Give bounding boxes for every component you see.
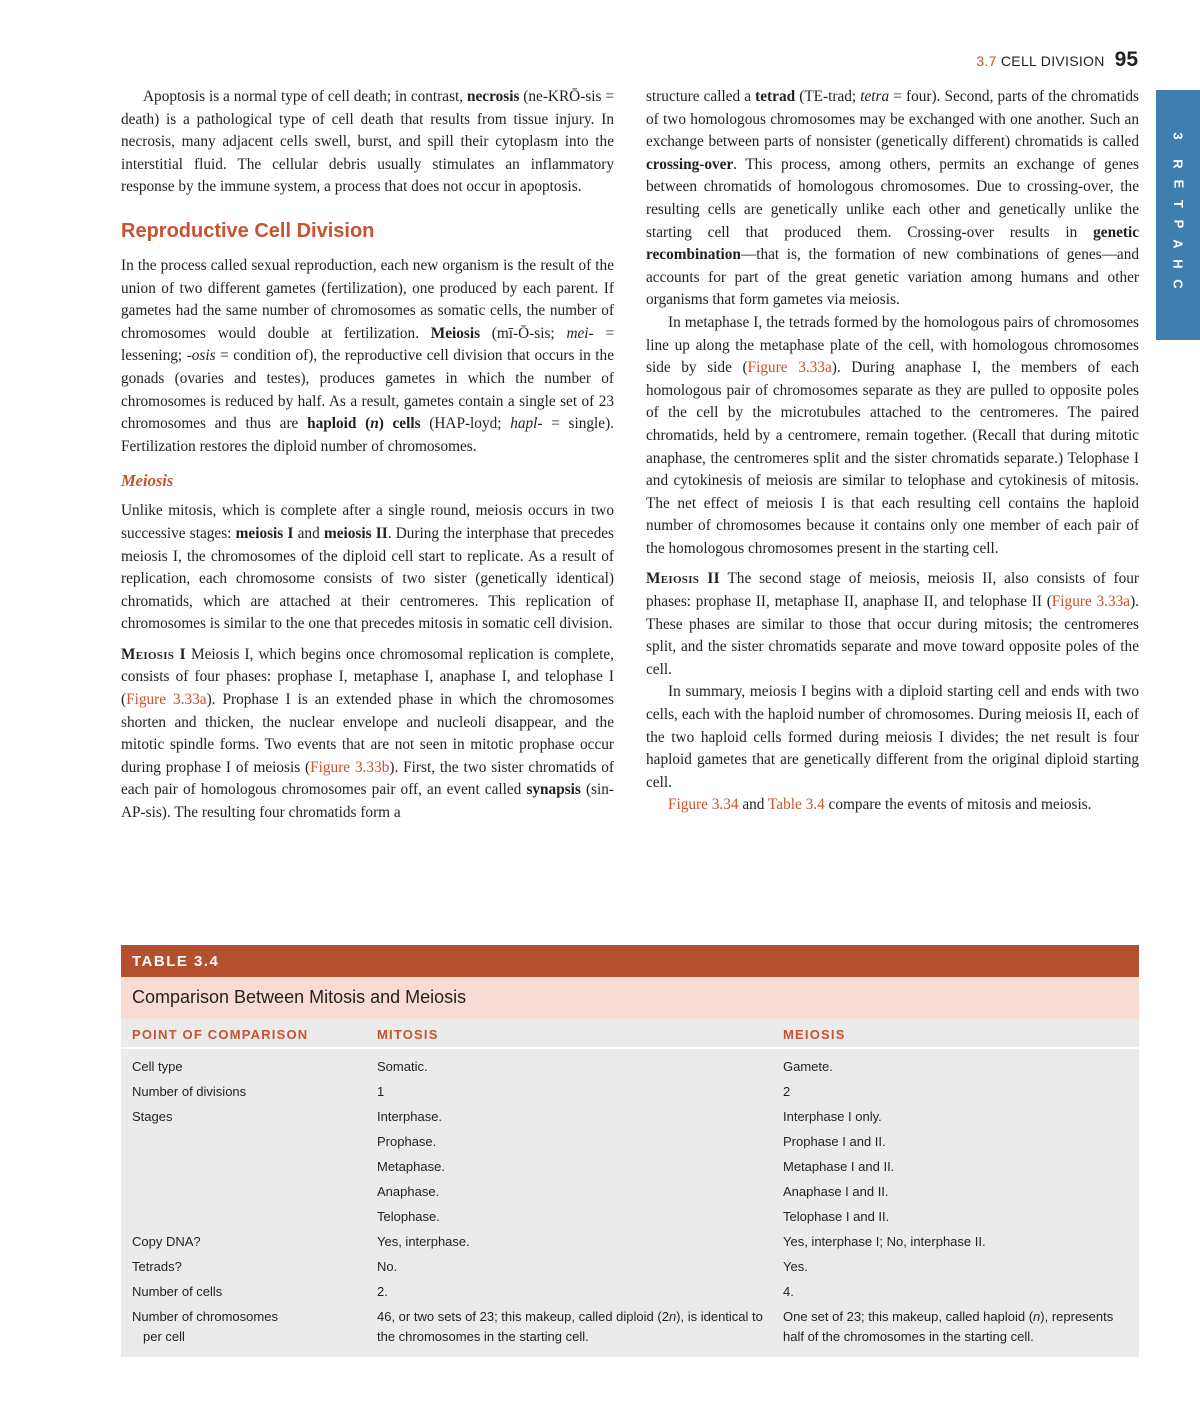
table-title: Comparison Between Mitosis and Meiosis [121, 977, 1139, 1019]
table-row: Number of divisions 1 2 [132, 1084, 791, 1099]
page-number: 95 [1114, 48, 1138, 71]
figure-link[interactable]: Figure 3.33a [747, 359, 832, 377]
table-header-row [121, 1019, 1139, 1049]
table-row: Telophase. Telophase I and II. [377, 1209, 890, 1224]
chapter-number: 3 [1170, 132, 1186, 140]
figure-link[interactable]: Figure 3.33a [126, 691, 207, 709]
paragraph-metaphase-i: In metaphase I, the tetrads formed by the homologous pairs of chromosomes line up along the metaphase plate of the cell, with homologous chromosomes side by side (Figure 3.33a). During anaphase I, the members of each homologous pair of chromosomes separate as they are pulled to opposite poles of the cell by the microtubules attached to the centromeres. The paired chromatids, held by a centromere, remain together. (Recall that during mitotic anaphase, the centromeres split and the sister chromatids separate.) Telophase I and cytokinesis of meiosis are similar to telophase and cytokinesis of mitosis. The net effect of meiosis I is that each resulting cell contains the haploid number of chromosomes because it contains only one member of each pair of the homologous chromosomes present in the starting cell. [646, 313, 1139, 557]
section-heading: Reproductive Cell Division [121, 219, 375, 242]
column-header: MITOSIS [377, 1027, 439, 1042]
table-link[interactable]: Table 3.4 [768, 796, 825, 814]
table-row: Tetrads? No. Yes. [132, 1259, 808, 1274]
section-label: 3.7 CELL DIVISION [976, 53, 1105, 69]
paragraph-meiosis-intro: Unlike mitosis, which is complete after a single round, meiosis occurs in two successive stages: meiosis I and meiosis II. During the interphase that precedes meiosis I, the chromosomes of the diploid cell start to replicate. As a result of replication, each chromosome consists of two sister (genetically identical) chromatids, which are attached at their centromeres. This replication of chromosomes is similar to the one that precedes mitosis in somatic cell division. [121, 502, 614, 633]
table-row: Number of chromosomes per cell 46, or two sets of 23; this makeup, called diploid (2n), is identical to the chromosomes in the starting cell. One set of 23; this makeup, called haploid (n), represents half of the chromosomes in the starting cell. [132, 1309, 1114, 1344]
paragraph-sexual-reproduction: In the process called sexual reproduction, each new organism is the result of the union of two different gametes (fertilization), one produced by each parent. If gametes had the same number of chromosomes as somatic cells, the number of chromosomes would double at fertilization. Meiosis (mī-Ō-sis; mei- = lessening; -osis = condition of), the reproductive cell division that occurs in the gonads (ovaries and testes), produces gametes in which the number of chromosomes is reduced by half. As a result, gametes contain a single set of 23 chromosomes and thus are haploid (n) cells (HAP-loyd; hapl- = single). Fertilization restores the diploid number of chromosomes. [121, 256, 614, 455]
paragraph-necrosis: Apoptosis is a normal type of cell death; in contrast, necrosis (ne-KRŌ-sis = death) is a pathological type of cell death that results from tissue injury. In necrosis, many adjacent cells swell, burst, and spill their cytoplasm into the interstitial fluid. The cellular debris usually stimulates an inflammatory response by the immune system, a process that does not occur in apoptosis. [121, 88, 614, 196]
table-row: Cell type Somatic. Gamete. [132, 1059, 833, 1074]
right-column [646, 86, 1139, 817]
table-row: Stages Interphase. Interphase I only. [132, 1109, 882, 1124]
figure-link[interactable]: Figure 3.33a [1051, 593, 1131, 611]
paragraph-compare: Figure 3.34 and Table 3.4 compare the events of mitosis and meiosis. [668, 796, 1092, 814]
table-row: Prophase. Prophase I and II. [377, 1134, 886, 1149]
table-body [121, 1049, 1139, 1347]
paragraph-meiosis-i: Meiosis I Meiosis I, which begins once chromosomal replication is complete, consists of four phases: prophase I, metaphase I, anaphase I, and telophase I (Figure 3.33a). Prophase I is an extended phase in which the chromosomes shorten and thicken, the nuclear envelope and nucleoli disappear, and the mitotic spindle forms. Two events that are not seen in mitotic prophase occur during prophase I of meiosis (Figure 3.33b). First, the two sister chromatids of each pair of homologous chromosomes pair off, an event called synapsis (sin-AP-sis). The resulting four chromatids form a [121, 645, 615, 822]
table-row: Anaphase. Anaphase I and II. [377, 1184, 889, 1199]
comparison-table [121, 945, 1139, 1357]
table-row: Number of cells 2. 4. [132, 1284, 794, 1299]
chapter-tab [1156, 90, 1200, 340]
figure-link[interactable]: Figure 3.34 [668, 796, 739, 814]
runin-heading-meiosis-i: Meiosis I [121, 645, 186, 663]
table-row: Metaphase. Metaphase I and II. [377, 1159, 895, 1174]
left-column [121, 86, 614, 825]
running-head [976, 48, 1138, 72]
paragraph-tetrad: structure called a tetrad (TE-trad; tetra = four). Second, parts of the chromatids of two homologous chromosomes may be exchanged with one another. Such an exchange between parts of nonsister (genetically different) chromatids is called crossing-over. This process, among others, permits an exchange of genes between chromatids of homologous chromosomes. Due to crossing-over, the resulting cells are genetically unlike each other and genetically unlike the starting cell that produced them. Crossing-over results in genetic recombination—that is, the formation of new combinations of genes—and accounts for part of the great genetic variation among humans and other organisms that form gametes via meiosis. [646, 88, 1139, 309]
table-row: Copy DNA? Yes, interphase. Yes, interphase I; No, interphase II. [132, 1234, 986, 1249]
chapter-word: R E T P A H C [1170, 159, 1186, 289]
column-header: POINT OF COMPARISON [132, 1027, 309, 1042]
subsection-heading: Meiosis [121, 471, 174, 491]
runin-heading-meiosis-ii: Meiosis II [646, 570, 720, 588]
paragraph-meiosis-ii: Meiosis II The second stage of meiosis, meiosis II, also consists of four phases: prophase II, metaphase II, anaphase II, and telophase II (Figure 3.33a). These phases are similar to those that occur during mitosis; the centromeres split, and the sister chromatids separate and move toward opposite poles of the cell. [646, 570, 1140, 678]
paragraph-summary: In summary, meiosis I begins with a diploid starting cell and ends with two cells, each with the haploid number of chromosomes. During meiosis II, each of the two haploid cells formed during meiosis I divides; the net result is four haploid gametes that are genetically different from the original diploid starting cell. [646, 683, 1139, 791]
column-header: MEIOSIS [783, 1027, 846, 1042]
figure-link[interactable]: Figure 3.33b [310, 758, 390, 776]
table-label: TABLE 3.4 [121, 945, 1139, 977]
